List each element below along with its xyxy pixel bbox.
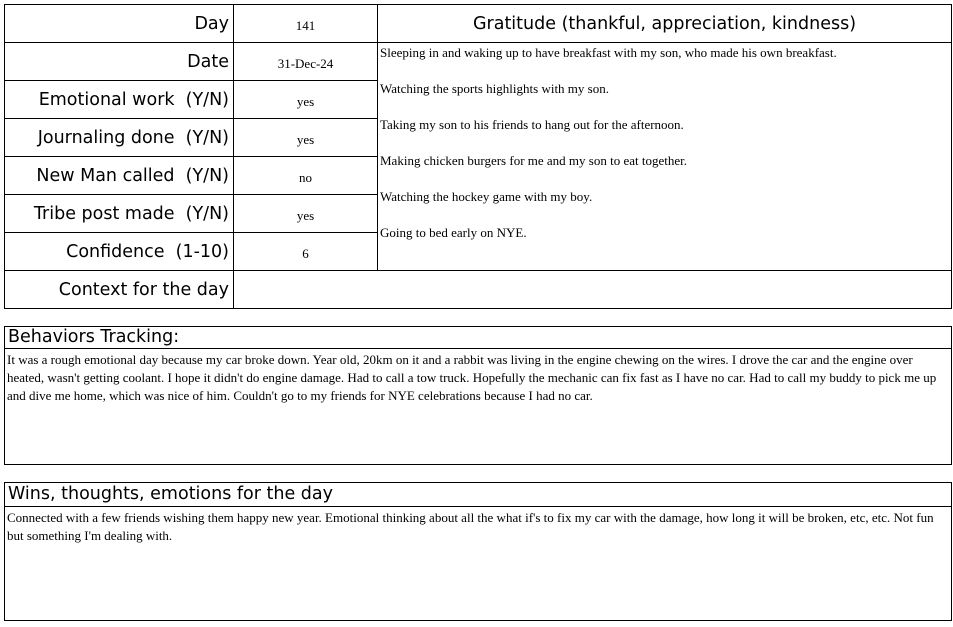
gratitude-item[interactable]: Sleeping in and waking up to have breakfast with my son, who made his own breakfast.	[380, 45, 837, 60]
journaling-value[interactable]: yes	[296, 131, 315, 147]
behaviors-title: Behaviors Tracking:	[8, 327, 180, 347]
wins-divider	[4, 506, 952, 507]
gratitude-title: Gratitude (thankful, appreciation, kindness)	[472, 13, 857, 34]
day-label: Day	[194, 13, 229, 34]
confidence-value[interactable]: 6	[302, 245, 309, 261]
journaling-label: Journaling done (Y/N)	[37, 127, 229, 148]
divider-value-column	[377, 4, 378, 271]
gratitude-item[interactable]: Watching the sports highlights with my son.	[380, 81, 609, 96]
wins-title: Wins, thoughts, emotions for the day	[8, 484, 333, 504]
gratitude-item[interactable]: Going to bed early on NYE.	[380, 225, 527, 240]
date-label: Date	[187, 51, 229, 72]
tribe-post-label: Tribe post made (Y/N)	[33, 203, 229, 224]
context-value[interactable]	[234, 271, 951, 308]
gratitude-item[interactable]: Taking my son to his friends to hang out for the afternoon.	[380, 117, 684, 132]
new-man-called-value[interactable]: no	[299, 169, 312, 185]
new-man-called-label: New Man called (Y/N)	[36, 165, 229, 186]
tribe-post-value[interactable]: yes	[296, 207, 315, 223]
gratitude-item[interactable]: Watching the hockey game with my boy.	[380, 189, 593, 204]
confidence-label: Confidence (1-10)	[66, 241, 229, 262]
context-label: Context for the day	[58, 279, 229, 300]
emotional-work-value[interactable]: yes	[296, 93, 315, 109]
gratitude-item[interactable]: Making chicken burgers for me and my son to eat together.	[380, 153, 687, 168]
wins-text[interactable]: Connected with a few friends wishing them happy new year. Emotional thinking about all the what if's to fix my car with the damage, how long it will be broken, etc, etc. Not fun but something I'm dealing with.	[7, 510, 934, 543]
behaviors-divider	[4, 348, 952, 349]
day-value[interactable]: 141	[295, 17, 316, 33]
date-value[interactable]: 31-Dec-24	[277, 55, 334, 71]
emotional-work-label: Emotional work (Y/N)	[38, 89, 229, 110]
behaviors-text[interactable]: It was a rough emotional day because my car broke down. Year old, 20km on it and a rabbit was living in the engine chewing on the wires. I drove the car and the engine over heated, wasn't getting coolant. I hope it didn't do engine damage. Had to call a tow truck. Hopefully the mechanic can fix fast as I have no car. Had to call my buddy to pick me up and dive me home, which was nice of him. Couldn't go to my friends for NYE celebrations because I had no car.	[7, 352, 937, 403]
